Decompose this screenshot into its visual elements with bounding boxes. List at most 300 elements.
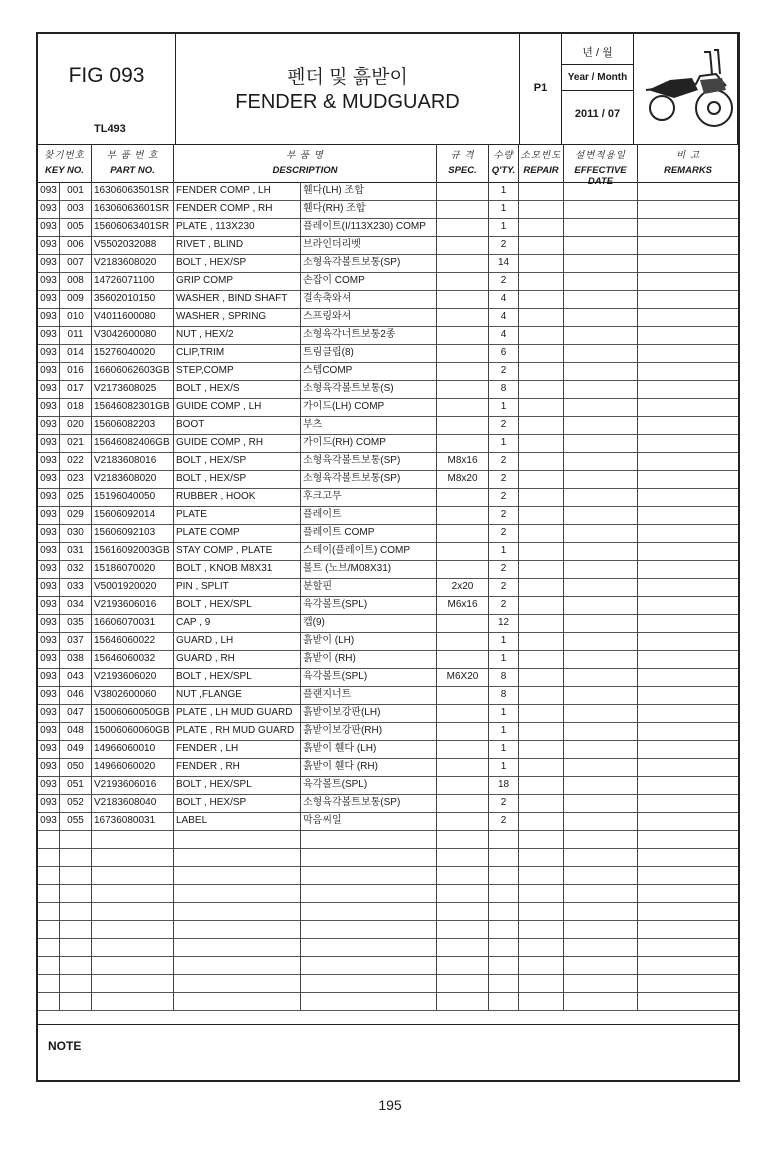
part-no-cell: 15616092003GB	[92, 542, 174, 560]
table-row	[38, 668, 738, 687]
part-no-cell: 16606062603GB	[92, 362, 174, 380]
description-ko-cell	[301, 848, 437, 866]
spec-cell	[437, 812, 489, 830]
effective-date-cell	[564, 524, 638, 542]
part-no-cell: V4011600080	[92, 308, 174, 326]
divider	[562, 64, 633, 65]
fig-cell: 093	[38, 578, 60, 596]
qty-cell: 1	[489, 200, 519, 218]
description-ko-cell	[301, 830, 437, 848]
remarks-cell	[638, 524, 738, 542]
repair-cell	[519, 812, 564, 830]
effective-date-cell	[564, 848, 638, 866]
spec-cell	[437, 326, 489, 344]
repair-cell	[519, 866, 564, 884]
description-en-cell	[174, 830, 301, 848]
fig-cell: 093	[38, 686, 60, 704]
description-en-cell: FENDER , LH	[174, 740, 301, 758]
repair-cell	[519, 578, 564, 596]
description-ko-cell: 흙받이보강판(LH)	[301, 704, 437, 722]
fig-cell: 093	[38, 272, 60, 290]
qty-cell: 2	[489, 524, 519, 542]
description-en-cell: FENDER , RH	[174, 758, 301, 776]
fig-cell	[38, 938, 60, 956]
key-no-cell	[60, 920, 92, 938]
table-row	[38, 542, 738, 561]
qty-cell	[489, 920, 519, 938]
fig-cell: 093	[38, 488, 60, 506]
repair-cell	[519, 362, 564, 380]
table-row	[38, 596, 738, 615]
spec-cell	[437, 308, 489, 326]
part-no-cell	[92, 830, 174, 848]
table-row	[38, 830, 738, 849]
key-no-cell	[60, 956, 92, 974]
key-no-cell: 032	[60, 560, 92, 578]
repair-cell	[519, 434, 564, 452]
spec-cell	[437, 650, 489, 668]
part-no-cell	[92, 920, 174, 938]
parts-sheet	[36, 32, 740, 1082]
description-ko-cell: 브라인더리벳	[301, 236, 437, 254]
key-no-cell: 023	[60, 470, 92, 488]
fig-cell: 093	[38, 776, 60, 794]
description-en-cell: PIN , SPLIT	[174, 578, 301, 596]
part-no-cell	[92, 938, 174, 956]
repair-cell	[519, 704, 564, 722]
description-ko-cell: 육각볼트(SPL)	[301, 596, 437, 614]
table-row	[38, 632, 738, 651]
qty-cell	[489, 938, 519, 956]
description-ko-cell: 부츠	[301, 416, 437, 434]
repair-cell	[519, 326, 564, 344]
spec-cell	[437, 290, 489, 308]
key-no-cell: 035	[60, 614, 92, 632]
part-no-cell: 15646082301GB	[92, 398, 174, 416]
fig-cell: 093	[38, 560, 60, 578]
remarks-cell	[638, 614, 738, 632]
repair-cell	[519, 740, 564, 758]
fig-cell: 093	[38, 398, 60, 416]
repair-cell	[519, 632, 564, 650]
spec-cell	[437, 506, 489, 524]
fig-cell: 093	[38, 326, 60, 344]
qty-cell	[489, 956, 519, 974]
description-header: 부 품 명 DESCRIPTION	[174, 144, 437, 182]
table-row	[38, 416, 738, 435]
part-no-cell	[92, 884, 174, 902]
fig-cell: 093	[38, 380, 60, 398]
description-ko-cell: 플레이트(I/113X230) COMP	[301, 218, 437, 236]
table-row	[38, 794, 738, 813]
remarks-cell	[638, 470, 738, 488]
table-row	[38, 776, 738, 795]
spec-cell	[437, 272, 489, 290]
spec-cell: M8x16	[437, 452, 489, 470]
part-no-cell	[92, 902, 174, 920]
part-no-cell: V2193606016	[92, 776, 174, 794]
key-no-cell: 037	[60, 632, 92, 650]
description-en-cell	[174, 884, 301, 902]
key-no-cell: 055	[60, 812, 92, 830]
repair-cell	[519, 920, 564, 938]
repair-cell	[519, 560, 564, 578]
repair-cell	[519, 470, 564, 488]
fig-cell: 093	[38, 416, 60, 434]
description-ko-cell	[301, 866, 437, 884]
qty-header: 수량 Q'TY.	[489, 144, 519, 182]
description-ko-cell: 가이드(LH) COMP	[301, 398, 437, 416]
key-no-cell: 008	[60, 272, 92, 290]
remarks-cell	[638, 200, 738, 218]
description-en-cell: PLATE COMP	[174, 524, 301, 542]
repair-cell	[519, 236, 564, 254]
qty-cell	[489, 902, 519, 920]
qty-cell: 2	[489, 560, 519, 578]
description-ko-cell: 흙받이보강판(RH)	[301, 722, 437, 740]
description-ko-cell	[301, 992, 437, 1010]
fig-cell	[38, 830, 60, 848]
table-row	[38, 254, 738, 273]
table-row	[38, 524, 738, 543]
qty-cell: 2	[489, 506, 519, 524]
remarks-cell	[638, 578, 738, 596]
key-no-cell: 018	[60, 398, 92, 416]
column-header	[38, 144, 738, 187]
repair-cell	[519, 992, 564, 1010]
effective-date-cell	[564, 956, 638, 974]
spec-cell	[437, 848, 489, 866]
spec-cell	[437, 218, 489, 236]
effective-date-cell	[564, 380, 638, 398]
part-no-cell: 15606092014	[92, 506, 174, 524]
effective-date-cell	[564, 938, 638, 956]
remarks-cell	[638, 506, 738, 524]
repair-cell	[519, 722, 564, 740]
part-no-cell: 35602010150	[92, 290, 174, 308]
qty-cell	[489, 884, 519, 902]
remarks-cell	[638, 380, 738, 398]
key-no-cell: 006	[60, 236, 92, 254]
fig-cell: 093	[38, 200, 60, 218]
part-no-cell: V2183608040	[92, 794, 174, 812]
table-row	[38, 848, 738, 867]
repair-cell	[519, 254, 564, 272]
part-no-cell: 16306063501SR	[92, 182, 174, 200]
table-row	[38, 236, 738, 255]
spec-cell	[437, 488, 489, 506]
qty-cell: 1	[489, 758, 519, 776]
effective-date-cell	[564, 884, 638, 902]
key-no-cell: 033	[60, 578, 92, 596]
description-en-cell: BOLT , HEX/SPL	[174, 668, 301, 686]
effective-date-header: 설변적용일 EFFECTIVE DATE	[564, 144, 638, 182]
table-row	[38, 992, 738, 1011]
description-ko-cell	[301, 956, 437, 974]
table-row	[38, 740, 738, 759]
fig-cell: 093	[38, 794, 60, 812]
qty-cell: 2	[489, 362, 519, 380]
key-no-cell	[60, 830, 92, 848]
remarks-cell	[638, 596, 738, 614]
description-en-cell: LABEL	[174, 812, 301, 830]
spec-header: 규 격 SPEC.	[437, 144, 489, 182]
spec-cell	[437, 974, 489, 992]
year-month-korean: 년 / 월	[582, 47, 613, 59]
description-ko-cell: 플레이트	[301, 506, 437, 524]
repair-cell	[519, 794, 564, 812]
qty-cell: 2	[489, 812, 519, 830]
description-en-cell: GRIP COMP	[174, 272, 301, 290]
qty-cell: 14	[489, 254, 519, 272]
description-en-cell: GUARD , LH	[174, 632, 301, 650]
repair-cell	[519, 938, 564, 956]
part-no-cell: 15646060032	[92, 650, 174, 668]
description-ko-cell: 플레이트 COMP	[301, 524, 437, 542]
sheet-header	[38, 34, 738, 145]
part-no-cell: 15276040020	[92, 344, 174, 362]
remarks-cell	[638, 308, 738, 326]
description-en-cell: PLATE , RH MUD GUARD	[174, 722, 301, 740]
fig-cell	[38, 848, 60, 866]
key-no-cell: 050	[60, 758, 92, 776]
remarks-cell	[638, 344, 738, 362]
repair-cell	[519, 488, 564, 506]
qty-cell: 1	[489, 542, 519, 560]
key-no-cell: 017	[60, 380, 92, 398]
effective-date-cell	[564, 704, 638, 722]
table-row	[38, 812, 738, 831]
spec-cell	[437, 254, 489, 272]
table-row	[38, 344, 738, 363]
effective-date-cell	[564, 974, 638, 992]
table-row	[38, 938, 738, 957]
note-area	[38, 1024, 738, 1081]
key-no-cell	[60, 902, 92, 920]
remarks-cell	[638, 722, 738, 740]
spec-cell: 2x20	[437, 578, 489, 596]
qty-cell: 2	[489, 416, 519, 434]
remarks-cell	[638, 560, 738, 578]
fig-cell: 093	[38, 434, 60, 452]
key-no-cell: 003	[60, 200, 92, 218]
effective-date-cell	[564, 542, 638, 560]
table-row	[38, 614, 738, 633]
fig-cell: 093	[38, 524, 60, 542]
qty-cell	[489, 974, 519, 992]
remarks-cell	[638, 542, 738, 560]
issue-date: 2011 / 07	[574, 108, 621, 120]
qty-cell	[489, 848, 519, 866]
remarks-cell	[638, 992, 738, 1010]
description-ko-cell: 육각볼트(SPL)	[301, 668, 437, 686]
repair-cell	[519, 182, 564, 200]
spec-cell	[437, 524, 489, 542]
effective-date-cell	[564, 596, 638, 614]
part-no-cell: 15186070020	[92, 560, 174, 578]
repair-cell	[519, 272, 564, 290]
key-no-cell: 022	[60, 452, 92, 470]
fig-number: FIG 093	[68, 64, 145, 87]
qty-cell: 4	[489, 290, 519, 308]
spec-cell	[437, 560, 489, 578]
table-row	[38, 956, 738, 975]
key-no-cell: 016	[60, 362, 92, 380]
remarks-cell	[638, 668, 738, 686]
fig-cell	[38, 992, 60, 1010]
table-row	[38, 272, 738, 291]
repair-cell	[519, 848, 564, 866]
spec-cell	[437, 434, 489, 452]
description-ko-cell: 소형육각볼트보통(S)	[301, 380, 437, 398]
qty-cell: 4	[489, 308, 519, 326]
effective-date-cell	[564, 920, 638, 938]
key-no-cell: 046	[60, 686, 92, 704]
part-no-cell: V5001920020	[92, 578, 174, 596]
effective-date-cell	[564, 686, 638, 704]
qty-cell: 1	[489, 722, 519, 740]
remarks-cell	[638, 236, 738, 254]
effective-date-cell	[564, 866, 638, 884]
description-en-cell: CLIP,TRIM	[174, 344, 301, 362]
remarks-cell	[638, 650, 738, 668]
part-no-cell: 14966060010	[92, 740, 174, 758]
key-no-cell: 009	[60, 290, 92, 308]
effective-date-cell	[564, 362, 638, 380]
key-no-cell: 020	[60, 416, 92, 434]
remarks-cell	[638, 974, 738, 992]
repair-cell	[519, 452, 564, 470]
part-no-cell: V2183608016	[92, 452, 174, 470]
remarks-cell	[638, 884, 738, 902]
repair-cell	[519, 290, 564, 308]
description-en-cell	[174, 956, 301, 974]
table-row	[38, 686, 738, 705]
description-en-cell	[174, 848, 301, 866]
description-ko-cell: 흙받이 휀다 (RH)	[301, 758, 437, 776]
table-row	[38, 452, 738, 471]
qty-cell	[489, 830, 519, 848]
effective-date-cell	[564, 218, 638, 236]
description-en-cell: BOLT , HEX/SP	[174, 794, 301, 812]
spec-cell	[437, 632, 489, 650]
description-en-cell: STEP,COMP	[174, 362, 301, 380]
table-row	[38, 434, 738, 453]
part-no-cell: V2183608020	[92, 254, 174, 272]
description-en-cell	[174, 866, 301, 884]
fig-cell: 093	[38, 668, 60, 686]
effective-date-cell	[564, 506, 638, 524]
remarks-cell	[638, 326, 738, 344]
spec-cell	[437, 344, 489, 362]
table-row	[38, 902, 738, 921]
table-row	[38, 362, 738, 381]
qty-cell: 2	[489, 452, 519, 470]
spec-cell	[437, 902, 489, 920]
remarks-cell	[638, 632, 738, 650]
key-no-cell: 051	[60, 776, 92, 794]
effective-date-cell	[564, 308, 638, 326]
effective-date-cell	[564, 560, 638, 578]
key-no-header: 찾기번호 KEY NO.	[38, 144, 92, 182]
description-ko-cell: 가이드(RH) COMP	[301, 434, 437, 452]
description-ko-cell: 휀다(LH) 조합	[301, 182, 437, 200]
qty-cell: 2	[489, 596, 519, 614]
description-en-cell: PLATE	[174, 506, 301, 524]
table-row	[38, 758, 738, 777]
spec-cell	[437, 686, 489, 704]
description-en-cell: PLATE , LH MUD GUARD	[174, 704, 301, 722]
part-no-cell: 15006060060GB	[92, 722, 174, 740]
part-no-cell	[92, 974, 174, 992]
table-row	[38, 920, 738, 939]
effective-date-cell	[564, 398, 638, 416]
key-no-cell: 030	[60, 524, 92, 542]
fig-cell: 093	[38, 344, 60, 362]
remarks-cell	[638, 452, 738, 470]
remarks-cell	[638, 920, 738, 938]
spec-cell	[437, 992, 489, 1010]
part-no-cell: V2183608020	[92, 470, 174, 488]
description-ko-cell: 플랜지너트	[301, 686, 437, 704]
key-no-cell	[60, 866, 92, 884]
effective-date-cell	[564, 722, 638, 740]
part-no-cell: 15606092103	[92, 524, 174, 542]
key-no-cell: 005	[60, 218, 92, 236]
spec-cell	[437, 362, 489, 380]
table-row	[38, 578, 738, 597]
fig-cell	[38, 902, 60, 920]
part-no-cell	[92, 866, 174, 884]
effective-date-cell	[564, 272, 638, 290]
tractor-icon	[634, 34, 738, 144]
qty-cell: 1	[489, 632, 519, 650]
key-no-cell: 031	[60, 542, 92, 560]
remarks-cell	[638, 182, 738, 200]
repair-cell	[519, 506, 564, 524]
effective-date-cell	[564, 668, 638, 686]
table-row	[38, 326, 738, 345]
repair-cell	[519, 218, 564, 236]
remarks-cell	[638, 902, 738, 920]
description-ko-cell	[301, 974, 437, 992]
spec-cell	[437, 740, 489, 758]
year-month-english: Year / Month	[567, 72, 628, 83]
fig-cell: 093	[38, 470, 60, 488]
description-ko-cell: 스테이(플레이트) COMP	[301, 542, 437, 560]
fig-cell: 093	[38, 362, 60, 380]
description-en-cell: RUBBER , HOOK	[174, 488, 301, 506]
effective-date-cell	[564, 992, 638, 1010]
qty-cell: 8	[489, 380, 519, 398]
table-row	[38, 398, 738, 417]
spec-cell	[437, 830, 489, 848]
description-en-cell: WASHER , BIND SHAFT	[174, 290, 301, 308]
remarks-cell	[638, 794, 738, 812]
effective-date-cell	[564, 776, 638, 794]
page-label: P1	[533, 82, 548, 94]
description-en-cell: GUIDE COMP , LH	[174, 398, 301, 416]
fig-cell: 093	[38, 254, 60, 272]
part-no-cell: 15196040050	[92, 488, 174, 506]
fig-cell	[38, 974, 60, 992]
table-row	[38, 560, 738, 579]
effective-date-cell	[564, 290, 638, 308]
effective-date-cell	[564, 830, 638, 848]
part-no-cell: 16736080031	[92, 812, 174, 830]
title-english: FENDER & MUDGUARD	[235, 91, 460, 113]
part-no-cell: 15646082406GB	[92, 434, 174, 452]
